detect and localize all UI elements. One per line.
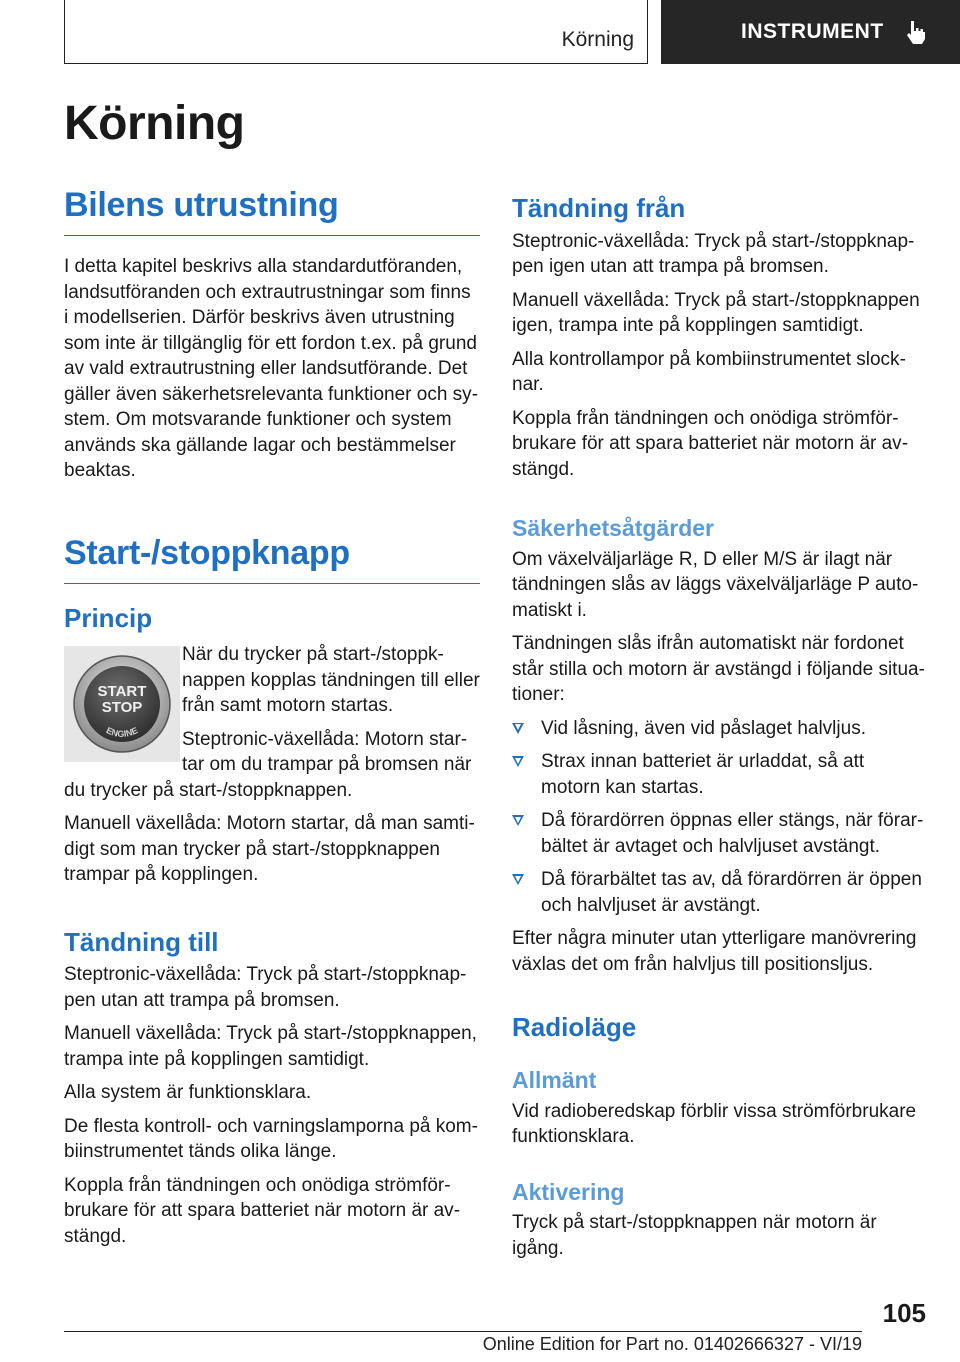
tandning-till-p2: Manuell växellåda: Tryck på start-/stoppknappen, trampa inte på kopplingen samtidigt. — [64, 1023, 477, 1070]
tandning-fran-p1: Steptronic-växellåda: Tryck på start-/stoppknappen igen utan att trampa på bromsen. — [512, 230, 915, 277]
heading-sakerhetsatgarder: Säkerhetsåtgärder — [512, 515, 714, 541]
princip-paragraph-2: Steptronic-växellåda: Motorn startar om du trampar på bromsen när du trycker på start-/stoppknappen. — [64, 728, 472, 801]
sakerhet-p3: Efter några minuter utan ytterligare manövrering växlas det om från halvljus till positionsljus. — [512, 928, 917, 975]
tandning-till-p5: Koppla från tändningen och onödiga strömförbrukare för att spara batteriet när motorn är avstängd. — [64, 1174, 461, 1247]
triangle-bullet-icon — [512, 815, 524, 826]
bilens-paragraph: I detta kapitel beskrivs alla standardutföranden, landsutföranden och extrautrustningar som finns i modellserien. Därför beskrivs även utrustning som inte är tillgänglig för ett fordon t.ex. på grund av vald extrautrustning eller landsutförande. Det gäller även säkerhetsrelevanta funktioner och system. Om motsvarande funktioner och system används ska gällande lagar och bestämmelser beaktas. — [64, 256, 479, 481]
list-item: Då förarbältet tas av, då förardörren är öppen och halvljuset är avstängt. — [512, 867, 928, 918]
footer-edition-text: Online Edition for Part no. 01402666327 - VI/19 — [482, 1334, 862, 1354]
aktivering-paragraph: Tryck på start-/stoppknappen när motorn är igång. — [512, 1212, 877, 1259]
list-item: Vid låsning, även vid påslaget halvljus. — [512, 716, 928, 742]
tandning-fran-p4: Koppla från tändningen och onödiga strömförbrukare för att spara batteriet när motorn är avstängd. — [512, 407, 909, 480]
page-number: 105 — [882, 1298, 926, 1328]
heading-aktivering: Aktivering — [512, 1178, 625, 1205]
princip-paragraph-1: När du trycker på start-/stoppknappen kopplas tändningen till eller från samt motorn startas. — [182, 644, 480, 716]
allmant-paragraph: Vid radioberedskap förblir vissa strömförbrukare funktionsklara. — [512, 1100, 917, 1147]
tandning-fran-p2: Manuell växellåda: Tryck på start-/stoppknappen igen, trampa inte på kopplingen samtidigt. — [512, 289, 920, 336]
heading-princip: Princip — [64, 602, 153, 633]
footer-divider — [64, 1331, 862, 1332]
header-section-title: Körning — [561, 28, 634, 51]
list-item: Då förardörren öppnas eller stängs, när förarbältet är avtaget och halvljuset avstängt. — [512, 808, 928, 859]
triangle-bullet-icon — [512, 756, 524, 767]
left-column — [64, 186, 480, 1257]
start-stop-button-image — [64, 642, 182, 768]
button-stop-text: STOP — [101, 699, 143, 716]
triangle-bullet-icon — [512, 723, 524, 734]
header-chapter-label: INSTRUMENT — [741, 20, 884, 43]
heading-tandning-till: Tändning till — [64, 926, 219, 957]
tandning-till-p3: Alla system är funktionsklara. — [64, 1082, 312, 1103]
page-title: Körning — [64, 97, 245, 150]
header-chapter-tab[interactable] — [661, 0, 960, 64]
right-column — [512, 192, 928, 1269]
heading-radiolage: Radioläge — [512, 1012, 637, 1043]
tandning-fran-p3: Alla kontrollampor på kombiinstrumentet slocknar. — [512, 348, 906, 395]
heading-start-stoppknapp: Start-/stoppknapp — [64, 534, 480, 584]
sakerhet-bullet-list — [512, 716, 928, 919]
triangle-bullet-icon — [512, 874, 524, 885]
princip-paragraph-3: Manuell växellåda: Motorn startar, då man samtidigt som man trycker på start-/stoppknappen trampar på kopplingen. — [64, 813, 475, 885]
sakerhet-p2: Tändningen slås ifrån automatiskt när fordonet står stilla och motorn är avstängd i följande situationer: — [512, 633, 925, 706]
start-stop-engine-button-icon — [64, 646, 180, 762]
sakerhet-p1: Om växelväljarläge R, D eller M/S är ilagt när tändningen slås av läggs växelväljarläge P automatiskt i. — [512, 548, 919, 621]
header-frame — [64, 0, 648, 64]
button-start-text: START — [97, 683, 147, 700]
heading-tandning-fran: Tändning från — [512, 193, 686, 223]
button-engine-text: ENGINE — [104, 725, 140, 739]
tandning-till-p1: Steptronic-växellåda: Tryck på start-/stoppknappen utan att trampa på bromsen. — [64, 964, 467, 1011]
tandning-till-p4: De flesta kontroll- och varningslamporna på kombiinstrumentet tänds olika länge. — [64, 1115, 478, 1162]
heading-allmant: Allmänt — [512, 1066, 597, 1093]
hand-pointer-icon — [902, 18, 930, 46]
list-item: Strax innan batteriet är urladdat, så att motorn kan startas. — [512, 749, 928, 800]
heading-bilens-utrustning: Bilens utrustning — [64, 186, 480, 236]
